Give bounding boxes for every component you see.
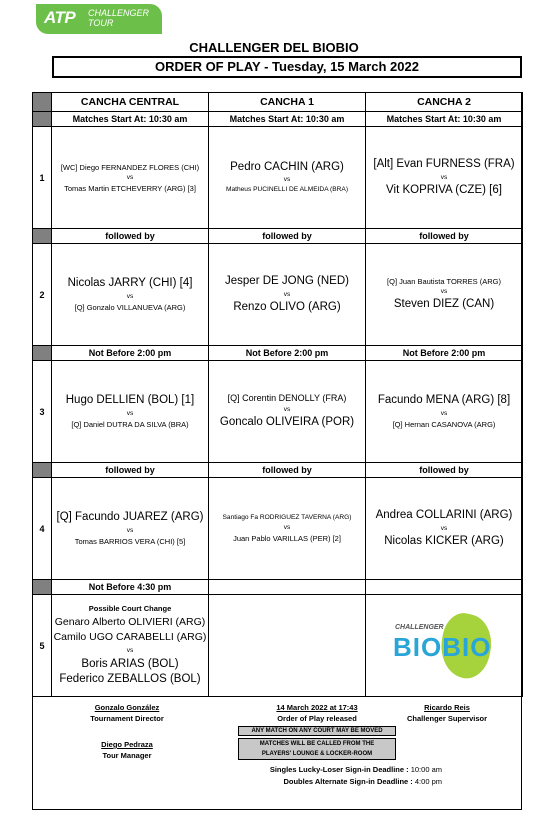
band-corner [33,463,52,478]
deadline-doubles-label: Doubles Alternate Sign-in Deadline : [283,777,413,786]
court-header: CANCHA CENTRAL [52,93,209,112]
versus-label: vs [126,526,134,534]
player-name: Santiago Fa RODRIGUEZ TAVERNA (ARG) [222,514,352,522]
release-label: Order of Play released [277,714,357,723]
versus-label: vs [440,288,448,296]
player-name: Steven DIEZ (CAN) [393,298,495,311]
time-band-row [33,346,523,361]
manager-name: Diego Pedraza [101,740,153,749]
match-cell [209,361,366,463]
band-corner [33,229,52,244]
versus-label: vs [126,409,134,417]
match-number: 1 [33,127,52,229]
supervisor-role: Challenger Supervisor [406,714,488,723]
logo-line2: TOUR [88,18,114,28]
biobio-logo-text: BIOBIO [393,631,492,662]
call-notice-line2: PLAYERS' LOUNGE & LOCKER-ROOM [261,751,373,757]
band-corner [33,580,52,595]
court-header: CANCHA 1 [209,93,366,112]
followed-by-label: followed by [366,463,523,478]
player-name: [Q] Gonzalo VILLANUEVA (ARG) [74,302,186,312]
footer [32,701,522,810]
tour-logo-text [88,8,149,28]
deadline-doubles-time: 4:00 pm [414,777,442,786]
start-time-label: Matches Start At: 10:30 am [52,112,209,127]
match-cell [52,361,209,463]
header-corner [33,93,52,112]
versus-label: vs [283,406,291,413]
time-band-row [33,229,523,244]
player-name: Nicolas KICKER (ARG) [384,534,504,547]
versus-label: vs [283,290,291,298]
player-name: Tomas Martin ETCHEVERRY (ARG) [3] [64,183,196,193]
match-cell [366,478,523,580]
match-cell [52,478,209,580]
match-row [33,595,523,697]
tournament-title: CHALLENGER DEL BIOBIO [189,40,359,55]
court-header-row [33,93,523,112]
empty-band [209,580,366,595]
deadline-doubles [182,777,442,786]
not-before-label: Not Before 2:00 pm [366,346,523,361]
biobio-logo [379,606,509,686]
deadline-singles-label: Singles Lucky-Loser Sign-in Deadline : [269,765,409,774]
versus-label: vs [283,176,291,184]
deadline-singles-time: 10:00 am [410,765,442,774]
match-row [33,361,523,463]
versus-label: vs [440,173,448,181]
director-name: Gonzalo González [94,703,160,712]
manager-role: Tour Manager [102,751,152,760]
player-name: Facundo MENA (ARG) [8] [377,394,511,407]
player-name: [Q] Corentin DENOLLY (FRA) [227,393,347,404]
match-cell [366,127,523,229]
not-before-label: Not Before 2:00 pm [209,346,366,361]
player-name: Matheus PUCINELLI DE ALMEIDA (BRA) [225,186,349,194]
schedule-table [32,92,523,697]
court-header: CANCHA 2 [366,93,523,112]
time-band-row [33,463,523,478]
player-name: Pedro CACHIN (ARG) [230,160,344,173]
not-before-label: Not Before 2:00 pm [52,346,209,361]
player-name: [Q] Daniel DUTRA DA SILVA (BRA) [71,419,189,429]
player-name: Goncalo OLIVEIRA (POR) [219,416,355,428]
order-of-play-date: ORDER OF PLAY - Tuesday, 15 March 2022 [52,56,522,78]
player-name: Vit KOPRIVA (CZE) [6] [386,183,502,196]
match-row [33,244,523,346]
match-move-notice: ANY MATCH ON ANY COURT MAY BE MOVED [238,726,396,736]
director-role: Tournament Director [90,714,164,723]
biobio-logo-cell [366,595,523,697]
player-name: Renzo OLIVO (ARG) [233,300,341,313]
match-cell [209,478,366,580]
player-name: [WC] Diego FERNANDEZ FLORES (CHI) [60,162,200,172]
followed-by-label: followed by [366,229,523,244]
player-name: Federico ZEBALLOS (BOL) [59,673,201,685]
versus-label: vs [126,292,134,300]
player-name: Tomas BARRIOS VERA (CHI) [5] [74,536,186,546]
match-row [33,127,523,229]
band-corner [33,112,52,127]
match-cell [52,127,209,229]
followed-by-label: followed by [52,463,209,478]
supervisor-name: Ricardo Reis [424,703,470,712]
atp-challenger-logo [36,4,162,34]
doubles-match-cell [52,595,209,697]
versus-label: vs [440,409,448,417]
versus-label: vs [440,524,448,532]
player-name: Andrea COLLARINI (ARG) [375,508,513,521]
match-number: 3 [33,361,52,463]
player-name: Boris ARIAS (BOL) [81,658,179,670]
match-number: 5 [33,595,52,697]
logo-line1: CHALLENGER [88,8,150,18]
versus-label: vs [126,647,134,654]
start-time-label: Matches Start At: 10:30 am [366,112,523,127]
followed-by-label: followed by [209,229,366,244]
biobio-logo-small: CHALLENGER [395,623,444,631]
match-cell [366,244,523,346]
player-name: Juan Pablo VARILLAS (PER) [2] [233,533,341,543]
not-before-label: Not Before 4:30 pm [52,580,209,595]
empty-band [366,580,523,595]
empty-cell [209,595,366,697]
versus-label: vs [126,173,134,181]
call-notice [238,738,396,760]
band-corner [33,346,52,361]
match-cell [52,244,209,346]
time-band-row [33,580,523,595]
player-name: [Alt] Evan FURNESS (FRA) [373,157,515,170]
player-name: Jesper DE JONG (NED) [225,274,349,287]
versus-label: vs [283,523,291,531]
player-name: Hugo DELLIEN (BOL) [1] [65,394,195,407]
followed-by-label: followed by [52,229,209,244]
match-cell [209,127,366,229]
player-name: [Q] Hernan CASANOVA (ARG) [392,419,496,429]
call-notice-line1: MATCHES WILL BE CALLED FROM THE [259,741,375,747]
player-name: [Q] Facundo JUAREZ (ARG) [56,511,204,524]
release-time: 14 March 2022 at 17:43 [276,703,358,712]
court-change-note: Possible Court Change [88,604,172,613]
followed-by-label: followed by [209,463,366,478]
match-cell [366,361,523,463]
player-name: Nicolas JARRY (CHI) [4] [67,277,193,290]
deadline-singles [182,765,442,774]
match-number: 2 [33,244,52,346]
match-number: 4 [33,478,52,580]
time-band-row [33,112,523,127]
match-cell [209,244,366,346]
match-row [33,478,523,580]
atp-logo-text: ATP [44,8,76,27]
player-name: Camilo UGO CARABELLI (ARG) [53,631,207,643]
player-name: [Q] Juan Bautista TORRES (ARG) [387,277,501,287]
player-name: Genaro Alberto OLIVIERI (ARG) [54,616,206,628]
start-time-label: Matches Start At: 10:30 am [209,112,366,127]
